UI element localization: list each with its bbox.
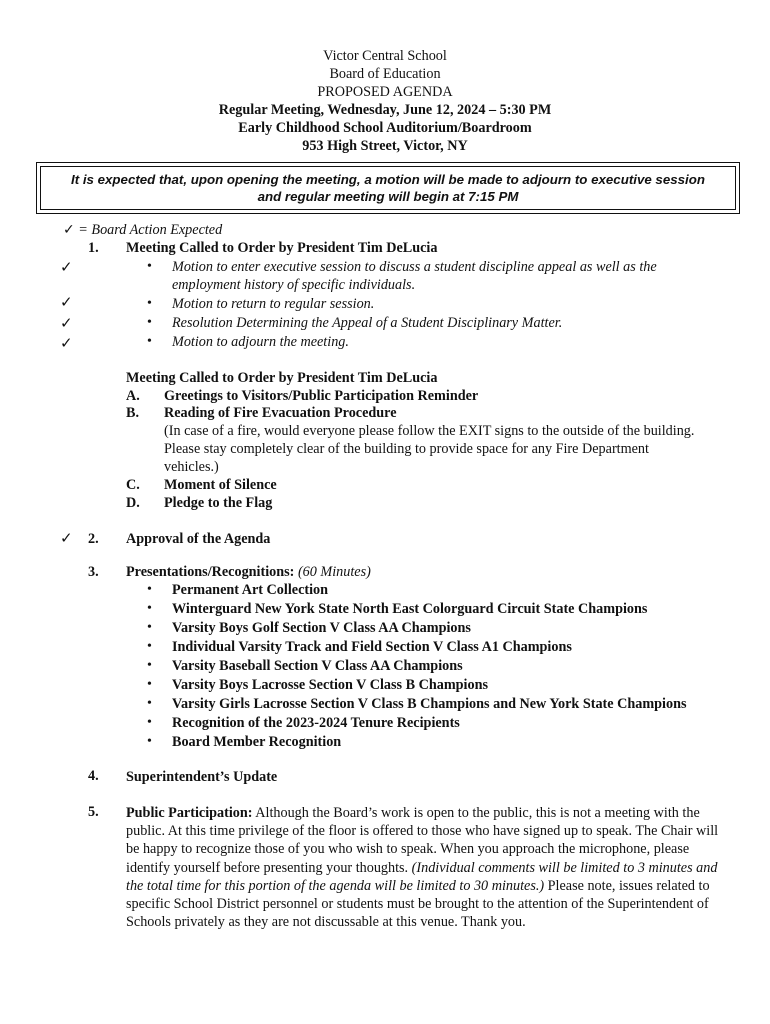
notice-box-inner bbox=[40, 166, 736, 210]
bullet-icon: • bbox=[147, 315, 152, 330]
item-4-title: Superintendent’s Update bbox=[126, 769, 278, 785]
item-3-heading bbox=[126, 564, 371, 581]
sub-b-letter: B. bbox=[126, 405, 140, 421]
notice-box bbox=[36, 162, 740, 214]
bullet-icon: • bbox=[147, 259, 152, 274]
item-2-number: 2. bbox=[88, 531, 99, 547]
checkmark-icon: ✓ bbox=[60, 314, 73, 332]
sub-b-text: Reading of Fire Evacuation Procedure bbox=[164, 405, 397, 421]
recognition-item: Permanent Art Collection bbox=[172, 582, 329, 598]
item-5-text-1: Although the Board’s work is open to the public, this is not a meeting with the public. At this time privilege of the floor is offered to those who have signed up to speak. The Chair will be happy to recognize those of you who wish to speak. When you approach the microphone, please identify yourself before presenting your thoughts. bbox=[126, 805, 719, 876]
item-1-bullet-3: Resolution Determining the Appeal of a Student Disciplinary Matter. bbox=[172, 315, 563, 331]
bullet-icon: • bbox=[147, 334, 152, 349]
item-1-bullet-1: Motion to enter executive session to discuss a student discipline appeal as well as the bbox=[172, 259, 657, 275]
item-1-bullet-4: Motion to adjourn the meeting. bbox=[172, 334, 349, 350]
agenda-type: PROPOSED AGENDA bbox=[317, 84, 453, 100]
recognition-item: Varsity Baseball Section V Class AA Champions bbox=[172, 658, 463, 674]
bullet-icon: • bbox=[147, 582, 152, 597]
item-3-duration: (60 Minutes) bbox=[294, 564, 371, 580]
item-1-title: Meeting Called to Order by President Tim DeLucia bbox=[126, 240, 438, 256]
sub-d-letter: D. bbox=[126, 495, 140, 511]
recognition-item: Winterguard New York State North East Colorguard Circuit State Champions bbox=[172, 601, 648, 617]
bullet-icon: • bbox=[147, 677, 152, 692]
checkmark-icon: ✓ bbox=[60, 334, 73, 352]
bullet-icon: • bbox=[147, 639, 152, 654]
bullet-icon: • bbox=[147, 601, 152, 616]
item-2-title: Approval of the Agenda bbox=[126, 531, 271, 547]
item-1-bullet-1-cont: employment history of specific individuals. bbox=[172, 277, 416, 293]
bullet-icon: • bbox=[147, 296, 152, 311]
item-3-title: Presentations/Recognitions: bbox=[126, 564, 295, 580]
meeting-address: 953 High Street, Victor, NY bbox=[302, 138, 468, 154]
fire-procedure-2: Please stay completely clear of the building to provide space for any Fire Department bbox=[164, 441, 649, 457]
fire-procedure-1: (In case of a fire, would everyone please follow the EXIT signs to the outside of the building. bbox=[164, 423, 695, 439]
checkmark-icon: ✓ bbox=[60, 293, 73, 311]
meeting-location: Early Childhood School Auditorium/Boardroom bbox=[238, 120, 532, 136]
bullet-icon: • bbox=[147, 658, 152, 673]
checkmark-icon: ✓ bbox=[60, 529, 73, 547]
recognition-item: Board Member Recognition bbox=[172, 734, 342, 750]
bullet-icon: • bbox=[147, 620, 152, 635]
sub-d-text: Pledge to the Flag bbox=[164, 495, 273, 511]
legend-text: = Board Action Expected bbox=[74, 222, 223, 238]
sub-c-text: Moment of Silence bbox=[164, 477, 277, 493]
item-3-number: 3. bbox=[88, 564, 99, 580]
notice-line-2: and regular meeting will begin at 7:15 PM bbox=[257, 189, 519, 204]
bullet-icon: • bbox=[147, 734, 152, 749]
fire-procedure-3: vehicles.) bbox=[164, 459, 219, 475]
checkmark-icon: ✓ bbox=[60, 258, 73, 276]
item-1-bullet-2: Motion to return to regular session. bbox=[172, 296, 375, 312]
recognition-item: Varsity Boys Lacrosse Section V Class B Champions bbox=[172, 677, 488, 693]
item-5-text-italic: (Individual comments will be limited to 3 minutes and the total time for this portion of the agenda will be limited to 30 minutes.) bbox=[126, 859, 718, 894]
sub-c-letter: C. bbox=[126, 477, 140, 493]
recognition-item: Recognition of the 2023-2024 Tenure Recipients bbox=[172, 715, 460, 731]
recognition-item: Varsity Boys Golf Section V Class AA Champions bbox=[172, 620, 471, 636]
notice-line-1: It is expected that, upon opening the meeting, a motion will be made to adjourn to executive session bbox=[71, 172, 705, 187]
public-participation-paragraph bbox=[126, 804, 734, 931]
item-4-number: 4. bbox=[88, 768, 99, 784]
item-1-number: 1. bbox=[88, 240, 99, 256]
item-5-text-2: Please note, issues related to specific School District personnel or students must be brought to the attention of the Superintendent of Schools privately as they are not discussable at this venue. Thank you. bbox=[126, 877, 710, 931]
item-5-title: Public Participation: bbox=[126, 805, 253, 821]
sub-a-letter: A. bbox=[126, 388, 140, 404]
meeting-title: Regular Meeting, Wednesday, June 12, 2024 – 5:30 PM bbox=[218, 102, 552, 118]
legend bbox=[63, 222, 222, 239]
checkmark-icon: ✓ bbox=[63, 222, 75, 238]
bullet-icon: • bbox=[147, 696, 152, 711]
recognition-item: Individual Varsity Track and Field Section V Class A1 Champions bbox=[172, 639, 572, 655]
board-name: Board of Education bbox=[329, 66, 441, 82]
bullet-icon: • bbox=[147, 715, 152, 730]
reconvene-title: Meeting Called to Order by President Tim DeLucia bbox=[126, 370, 438, 386]
item-5-number: 5. bbox=[88, 804, 99, 820]
school-name: Victor Central School bbox=[323, 48, 447, 64]
sub-a-text: Greetings to Visitors/Public Participation Reminder bbox=[164, 388, 479, 404]
recognition-item: Varsity Girls Lacrosse Section V Class B Champions and New York State Champions bbox=[172, 696, 687, 712]
